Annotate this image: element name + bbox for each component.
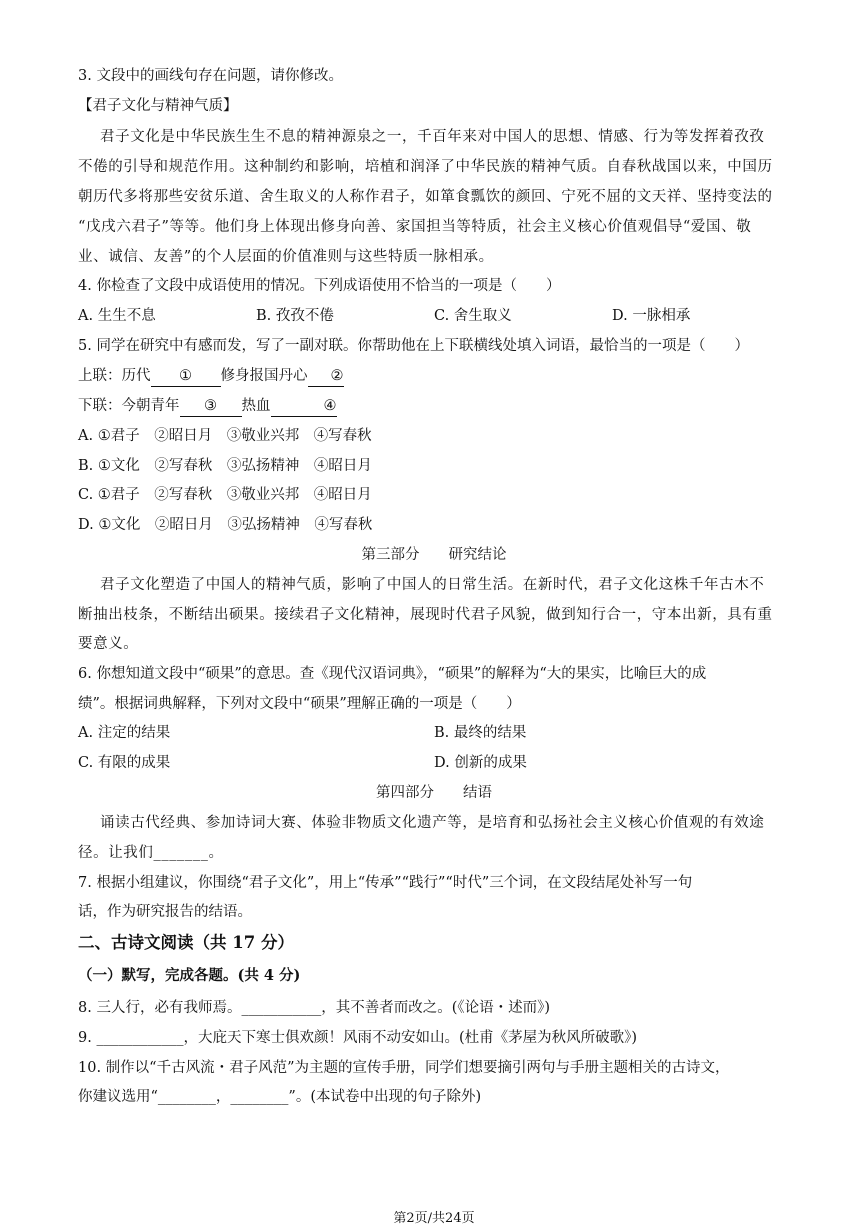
question-10: 10. 制作以“千古风流・君子风范”为主题的宣传手册，同学们想要摘引两句与手册主题相关的古诗文， (78, 1060, 730, 1076)
paragraph-2-line: 要意义。 (78, 636, 139, 652)
couplet-upper-label: 上联：历代 (78, 368, 151, 384)
subsection-1-title: （一）默写，完成各题。(共 4 分) (78, 967, 301, 984)
option-a: A. 注定的结果 (78, 725, 171, 741)
option-b: B. 孜孜不倦 (256, 308, 334, 324)
option-b: B. 最终的结果 (434, 725, 527, 741)
blank-3: ③ (180, 396, 242, 417)
question-6: 6. 你想知道文段中“硕果”的意思。查《现代汉语词典》，“硕果”的解释为“大的果实，比喻巨大的成 (78, 666, 707, 682)
option-c: C. 有限的成果 (78, 755, 171, 771)
paragraph-1-line: 不倦的引导和规范作用。这种制约和影响，培植和润泽了中华民族的精神气质。自春秋战国以来，中国历 (78, 159, 773, 175)
couplet-lower-label: 下联：今朝青年 (78, 398, 180, 414)
blank-4: ④ (271, 396, 337, 417)
section-2-title: 二、古诗文阅读（共 17 分） (78, 933, 294, 952)
paragraph-1-line: “戊戌六君子”等等。他们身上体现出修身向善、家国担当等特质，社会主义核心价值观倡导“爱国、敬 (78, 219, 752, 235)
question-8: 8. 三人行，必有我师焉。___________，其不善者而改之。(《论语・述而》) (78, 1000, 551, 1016)
paragraph-1-line: 朝历代多将那些安贫乐道、舍生取义的人称作君子，如箪食瓢饮的颜回、宁死不屈的文天祥、坚持变法的 (78, 189, 773, 205)
option-a: A. 生生不息 (78, 308, 156, 324)
question-7: 话，作为研究报告的结语。 (78, 904, 252, 920)
part-3-title: 第三部分 研究结论 (361, 547, 507, 563)
paragraph-1-line: 业、诚信、友善”的个人层面的价值准则与这些特质一脉相承。 (78, 249, 494, 265)
option-c: C. ①君子 ②写春秋 ③敬业兴邦 ④昭日月 (78, 487, 372, 503)
option-d: D. 创新的成果 (434, 755, 527, 771)
question-5: 5. 同学在研究中有感而发，写了一副对联。你帮助他在上下联横线处填入词语，最恰当的一项是（ ） (78, 338, 749, 354)
option-b: B. ①文化 ②写春秋 ③弘扬精神 ④昭日月 (78, 458, 372, 474)
page-number: 第2页/共24页 (393, 1211, 475, 1226)
couplet-upper-mid: 修身报国丹心 (220, 368, 308, 384)
section-title: 【君子文化与精神气质】 (78, 98, 238, 114)
couplet-upper (78, 366, 344, 387)
couplet-lower (78, 396, 337, 417)
couplet-lower-mid: 热血 (241, 398, 271, 414)
paragraph-2-line: 断抽出枝条，不断结出硕果。接续君子文化精神，展现时代君子风貌，做到知行合一，守本出新，具有重 (78, 607, 773, 623)
paragraph-3-line: 径。让我们_______。 (78, 845, 224, 861)
question-4: 4. 你检查了文段中成语使用的情况。下列成语使用不恰当的一项是（ ） (78, 278, 561, 294)
blank-1: ① (151, 366, 221, 387)
part-4-title: 第四部分 结语 (376, 785, 492, 801)
option-d: D. ①文化 ②昭日月 ③弘扬精神 ④写春秋 (78, 517, 373, 533)
question-10: 你建议选用“________，________”。(本试卷中出现的句子除外) (78, 1089, 482, 1105)
option-c: C. 舍生取义 (434, 308, 512, 324)
blank-2: ② (308, 366, 344, 387)
paragraph-2-line: 君子文化塑造了中国人的精神气质，影响了中国人的日常生活。在新时代，君子文化这株千年古木不 (100, 577, 765, 593)
paragraph-1-line: 君子文化是中华民族生生不息的精神源泉之一，千百年来对中国人的思想、情感、行为等发挥着孜孜 (100, 129, 765, 145)
option-a: A. ①君子 ②昭日月 ③敬业兴邦 ④写春秋 (78, 428, 372, 444)
option-d: D. 一脉相承 (612, 308, 691, 324)
question-9: 9. ____________，大庇天下寒士俱欢颜！风雨不动安如山。(杜甫《茅屋为秋风所破歌》) (78, 1030, 638, 1046)
question-6: 绩”。根据词典解释，下列对文段中“硕果”理解正确的一项是（ ） (78, 696, 521, 712)
paragraph-3-line: 诵读古代经典、参加诗词大赛、体验非物质文化遗产等，是培育和弘扬社会主义核心价值观的有效途 (100, 815, 765, 831)
question-3: 3. 文段中的画线句存在问题，请你修改。 (78, 68, 343, 84)
question-7: 7. 根据小组建议，你围绕“君子文化”，用上“传承”“践行”“时代”三个词，在文段结尾处补写一句 (78, 875, 693, 891)
